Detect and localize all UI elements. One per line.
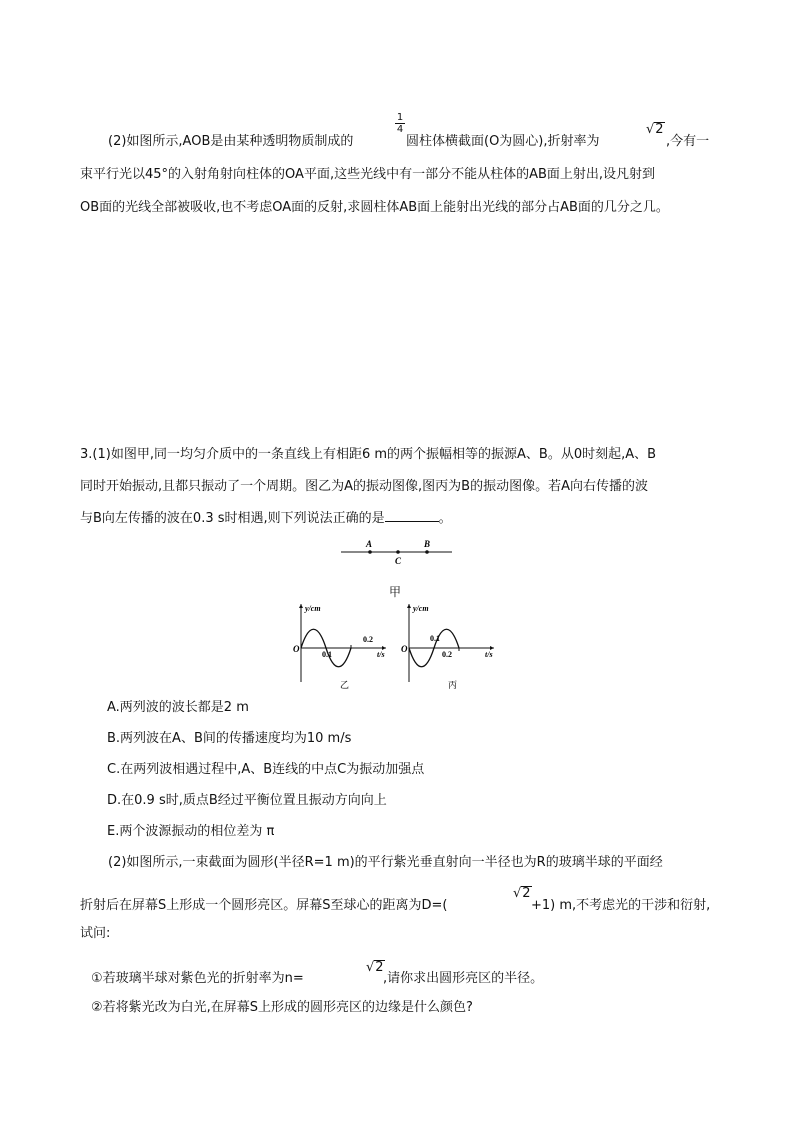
option-b: B.两列波在A、B间的传播速度均为10 m/s <box>107 731 352 746</box>
subquestion-1-a: ①若玻璃半球对紫色光的折射率为n= <box>91 971 304 986</box>
option-a: A.两列波的波长都是2 m <box>107 700 249 715</box>
q2-line3: OB面的光线全部被吸收,也不考虑OA面的反射,求圆柱体AB面上能射出光线的部分占AB面的几分之几。 <box>80 200 669 215</box>
point-b <box>425 550 429 554</box>
y-axis-arrow <box>407 604 411 608</box>
sqrt-two-symbol: √2 <box>646 122 664 137</box>
q3-2-line2-a: 折射后在屏幕S上形成一个圆形亮区。屏幕S至球心的距离为D=( <box>80 898 448 913</box>
option-e: E.两个波源振动的相位差为 π <box>107 824 275 839</box>
label-b: B <box>424 539 431 549</box>
q3-line3-text: 与B向左传播的波在0.3 s时相遇,则下列说法正确的是 <box>80 511 385 526</box>
tick-label-0-2: 0.2 <box>363 635 373 644</box>
figure-yi-graph <box>290 600 395 695</box>
q3-2-line2-b: +1) m,不考虑光的干涉和衍射, <box>531 898 711 913</box>
q2-line2: 束平行光以45°的入射角射向柱体的OA平面,这些光线中有一部分不能从柱体的AB面上射出,设凡射到 <box>80 167 656 182</box>
q3-line1: 3.(1)如图甲,同一均匀介质中的一条直线上有相距6 m的两个振幅相等的振源A、B。从0时刻起,A、B <box>80 447 657 462</box>
origin-bing: O <box>401 644 408 654</box>
option-c: C.在两列波相遇过程中,A、B连线的中点C为振动加强点 <box>107 762 425 777</box>
sqrt-two-symbol: √2 <box>513 886 531 901</box>
sqrt-radicand: 2 <box>522 886 531 901</box>
q2-line1-b: 圆柱体横截面(O为圆心),折射率为 <box>406 134 600 149</box>
ylabel-yi: y/cm <box>305 604 321 613</box>
tick-label-0-1: 0.1 <box>430 634 440 643</box>
subquestion-1-b: ,请你求出圆形亮区的半径。 <box>383 971 544 986</box>
figure-bing-graph <box>398 600 503 695</box>
label-a: A <box>366 539 373 549</box>
q3-line3 <box>80 511 452 527</box>
sqrt-radicand: 2 <box>375 960 384 975</box>
q2-line1-a: (2)如图所示,AOB是由某种透明物质制成的 <box>108 134 354 149</box>
tick-label-0-2: 0.2 <box>442 650 452 659</box>
xlabel-yi: t/s <box>377 650 385 659</box>
point-c <box>396 550 400 554</box>
ylabel-bing: y/cm <box>413 604 429 613</box>
answer-blank <box>385 511 439 522</box>
label-c: C <box>395 556 402 566</box>
figure-jia-line <box>335 536 460 576</box>
quarter-fraction <box>395 112 405 135</box>
xlabel-bing: t/s <box>485 650 493 659</box>
q3-line3-end: 。 <box>438 511 452 526</box>
sqrt-two-symbol: √2 <box>366 960 384 975</box>
q2-line1-c: ,今有一 <box>666 134 710 149</box>
fraction-numerator: 1 <box>396 112 404 123</box>
point-a <box>368 550 372 554</box>
caption-jia: 甲 <box>389 585 402 599</box>
caption-yi: 乙 <box>340 680 350 690</box>
q3-2-line1: (2)如图所示,一束截面为圆形(半径R=1 m)的平行紫光垂直射向一半径也为R的玻璃半球的平面经 <box>108 855 663 870</box>
origin-yi: O <box>293 644 300 654</box>
option-d: D.在0.9 s时,质点B经过平衡位置且振动方向向上 <box>107 793 387 808</box>
fraction-denominator: 4 <box>396 124 404 135</box>
q3-2-line3: 试问: <box>80 926 111 941</box>
y-axis-arrow <box>299 604 303 608</box>
sqrt-radicand: 2 <box>655 122 664 137</box>
q3-line2: 同时开始振动,且都只振动了一个周期。图乙为A的振动图像,图丙为B的振动图像。若A向右传播的波 <box>80 479 648 494</box>
caption-bing: 丙 <box>448 680 458 690</box>
subquestion-2: ②若将紫光改为白光,在屏幕S上形成的圆形亮区的边缘是什么颜色? <box>91 1000 473 1015</box>
tick-label-0-1: 0.1 <box>322 650 332 659</box>
